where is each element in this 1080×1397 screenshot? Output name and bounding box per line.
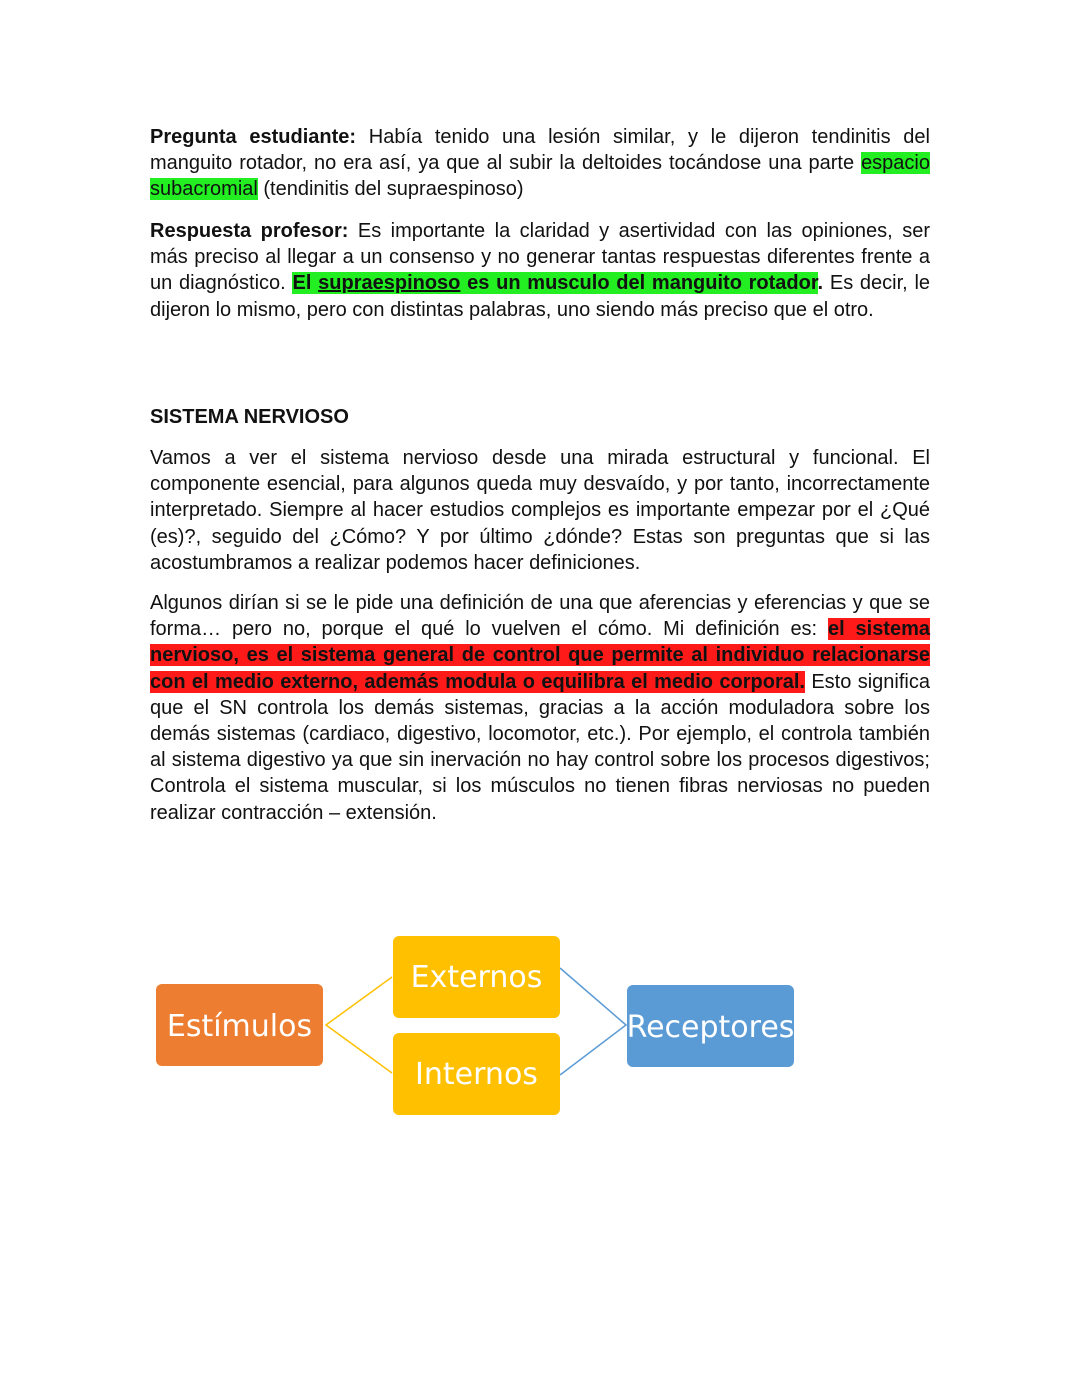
answer-period: .	[817, 272, 824, 295]
definition-explanation: Esto significa que el SN controla los demás sistemas, gracias a la acción moduladora sobre los demás sistemas (cardiaco, digestivo, locomotor, etc.). Por ejemplo, el controla también al sistema digestivo ya que sin inervación no hay control sobre los procesos digestivos; Controla el sistema muscular, si los músculos no tienen fibras nerviosas no pueden realizar contracción – extensión.	[150, 670, 930, 824]
question-text-end: (tendinitis del supraespinoso)	[263, 178, 524, 201]
receptors-label: Receptores	[626, 1010, 795, 1045]
hl-word-supraespinoso: supraespinoso	[318, 272, 461, 295]
connector-types-receptors	[560, 968, 626, 1075]
external-label: Externos	[410, 960, 543, 995]
answer-label: Respuesta profesor:	[150, 220, 349, 242]
section-heading: SISTEMA NERVIOSO	[150, 406, 349, 428]
paragraph-intro: Vamos a ver el sistema nervioso desde una mirada estructural y funcional. El componente esencial, para algunos queda muy desvaído, y por tanto, incorrectamente interpretado. Siempre al hacer estudios complejos es importante empezar por el ¿Qué (es)?, seguido del ¿Cómo? Y por último ¿dónde? Estas son preguntas que si las acostumbramos a realizar podemos hacer definiciones.	[150, 447, 930, 574]
internal-label: Internos	[415, 1057, 538, 1092]
question-text: Había tenido una lesión similar, y le dijeron tendinitis del manguito rotador, no era así, ya que al subir la deltoides tocándose una parte	[150, 126, 930, 175]
answer-text: Es importante la claridad y asertividad con las opiniones, ser más preciso al llegar a un consenso y no generar tantas respuestas diferentes frente a un diagnóstico.	[150, 220, 930, 295]
stimuli-label: Estímulos	[166, 1009, 313, 1044]
question-label: Pregunta estudiante:	[150, 126, 357, 148]
connector-stimuli-types	[326, 977, 392, 1073]
highlight-definition: el sistema nervioso, es el sistema general de control que permite al individuo relacionarse con el medio externo, además modula o equilibra el medio corporal.	[150, 618, 931, 693]
hl-rest: es un musculo del manguito rotador	[467, 272, 818, 295]
hl-word-el: El	[292, 272, 312, 295]
highlight-subacromial: espacio subacromial	[150, 152, 930, 201]
definition-intro: Algunos dirían si se le pide una definición de una que aferencias y eferencias y que se forma… pero no, porque el qué lo vuelven el cómo. Mi definición es:	[150, 592, 930, 641]
answer-text-end: Es decir, le dijeron lo mismo, pero con distintas palabras, uno siendo más preciso que el otro.	[150, 272, 931, 321]
